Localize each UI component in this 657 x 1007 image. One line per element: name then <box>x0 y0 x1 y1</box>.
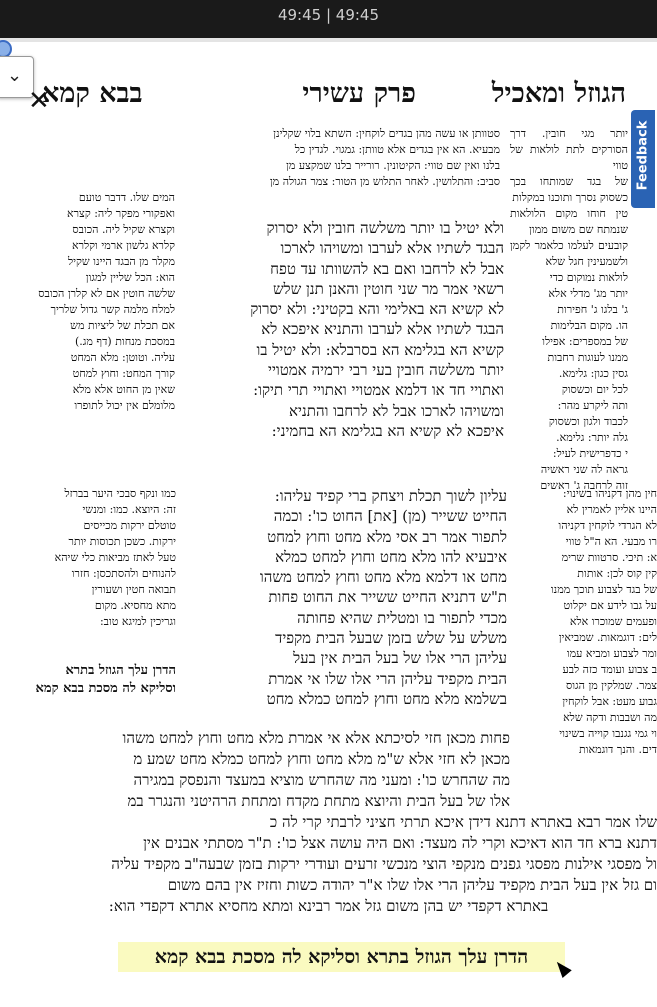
commentary-line: סטוותן או עשה מהן בגדים לוקחין: השתא בלוי שקלינן <box>273 127 500 140</box>
commentary-line: מה ושבבות ודקה שלא <box>563 711 657 724</box>
chapter-number: פרק עשירי <box>302 78 416 109</box>
commentary-line: ומר לצבוע ומביא עמו <box>566 647 657 660</box>
commentary-line: היינו אליין לאמרין לא <box>566 503 657 516</box>
commentary-line: כמו ונקף סבכי היער בברזל <box>64 487 176 500</box>
main-text-line: ולא יטיל בו יותר משלשה חובין ולא יסרוק <box>266 219 504 237</box>
hadran-line: הדרן עלך הגוזל בתרא <box>65 663 176 678</box>
main-text-line: ומשויהו לארכו אבל לא לרחבו והתניא <box>288 401 504 420</box>
commentary-line: י כדפרישית לעיל: <box>552 447 628 460</box>
commentary-line: גראה לה שני ראשיה <box>540 463 628 476</box>
commentary-line: צמר. שמלקין מן הגוס <box>565 679 657 692</box>
main-text-line: הבגד לשתיו אלא לערבו והתניא איפכא לא <box>261 320 504 339</box>
commentary-line: לכבוד ולגון וכשסוק <box>548 415 628 428</box>
commentary-line: קין קוס לכן: אותות <box>577 567 657 580</box>
commentary-line: להנוחים ולהסתכסן: חזרו <box>71 567 176 580</box>
commentary-line: מבעיא. הא אין בגדים אלא טוותן: גמגוי. לגדין כל <box>294 143 500 156</box>
main-text-line: מכדי לתפור בו ומטלית שהיא פחותה <box>297 608 507 627</box>
main-text-line: ול מפסגי אילנות מפסגי גפנים מנקפי הוצי מנכשי זרעים ועודרי ירקות בזמן שבעה"ב מקפיד עליה <box>111 855 657 873</box>
commentary-line: שאין מן החוט אלא מלא <box>72 383 175 396</box>
commentary-line: גלה יותר: גלימא. <box>556 431 628 444</box>
main-text-line: שלו אמר רבא באתרא דתנא דידן איכא תרתי חציני לרבתי קרי לה כ <box>269 813 657 831</box>
main-text-line: מה שהחרש כו': ומעני מה שהחרש מוציא במעצד והנפסק במגירה <box>133 771 510 789</box>
commentary-line: טין חוחו מקום הלולאות שנמתח שם משום ממון <box>510 207 628 236</box>
commentary-line: דים. והנך דוגמאות <box>578 743 657 756</box>
toolbar-divider <box>0 38 657 42</box>
hadran-line: וסליקא לה מסכת בבא קמא <box>35 681 176 696</box>
commentary-line: ירקות. כשכן תכוסות יותר <box>68 535 176 548</box>
main-text-line: קשיא הא בגלימא הא בסרבלא: ולא יטיל בו <box>256 340 504 359</box>
commentary-line: א: תיכי. סרטוות שרימ <box>561 551 657 564</box>
commentary-line: המים שלו. דדבר טועם <box>78 191 175 204</box>
main-text-line: איפכא לא קשיא הא בגלימא הא בחמיני: <box>271 421 504 440</box>
left-hadran <box>0 662 176 702</box>
commentary-line: למלח מלמה קשר גדול שלריך <box>50 303 175 316</box>
commentary-lower-block <box>0 190 175 414</box>
main-text-line: הבגד לשתיו אלא לערבו ומשויהו לארכו <box>280 239 504 258</box>
commentary-line: יותר מגי חובין. דרך הסורקים לתת לולאות של טווי <box>510 127 628 172</box>
commentary-line: של במספרים: אפילו <box>542 335 628 348</box>
commentary-line: של בגד לצבוע תוכך ממנו <box>550 583 657 596</box>
left-commentary-top <box>0 126 500 466</box>
commentary-line: קלרא גלשון ארמי וקלרא <box>72 239 175 252</box>
main-text-line: מחט או דלמא מלא מחט וחוץ למחט משהו <box>259 568 507 587</box>
commentary-line: על גבו לידע אם יקלוט <box>563 599 657 612</box>
left-commentary-mid <box>0 486 176 636</box>
main-text-line: לא קשיא הא באלימי והא בקטיני: ולא יסרוק <box>250 300 504 319</box>
commentary-line: בלנו ואין שם טווי: הקיטונין. רורייר בלנו שמקצע מן <box>286 159 500 172</box>
right-commentary-top <box>510 126 628 492</box>
time-display: 49:45 | 49:45 <box>277 6 380 24</box>
main-text-line: באתרא דקפדי יש בהן משום גזל אמר רבינא ומתא מחסיא אתרא דקפדי הוא: <box>108 897 549 915</box>
commentary-line: רו מבעי. הא ה"ל טווי <box>565 535 657 548</box>
commentary-line: אם תכלת של ליציות מש <box>70 319 175 332</box>
main-text-line: עליהן הרי אלו של בעל הבית אין בעל <box>293 649 507 668</box>
main-text-line: ום גזל אין בעל הבית מקפיד עליהן הרי אלו שלו א"ר יהודה כשות וחזיז אין בהם משום <box>167 876 657 894</box>
main-text-line: עליון לשוך תכלת ויצחק ברי קפיד עליהו: <box>274 487 507 505</box>
commentary-line: ג' בלגו ג' חפירות <box>557 303 628 316</box>
main-text-line: הבית מקפיד עליהן הרי אלו שלו אי אמרת <box>268 669 507 688</box>
main-text-line: לתפור אמר רב אסי מלא מחט וחוץ למחט <box>267 527 507 546</box>
commentary-line: יותר מג' מדלי אלא <box>548 287 628 300</box>
commentary-line: לכל יום וכשסוק <box>561 383 628 396</box>
status-bar <box>0 0 657 38</box>
commentary-line: במסכת מנחות (דף מג.) <box>74 335 175 348</box>
main-text-line: יותר משלשה חובין בעי רבי ירמיה אמטויי <box>268 361 504 380</box>
main-text-line: בשלמא מלא מחט וחוץ למחט כמלא מחט <box>266 689 507 708</box>
close-x-icon: ✕ <box>28 86 50 116</box>
commentary-line: זוה לרחבה ג' ראשים <box>540 479 628 492</box>
main-text-line: אבל לא לרחבו ואם בא להשוותו עד טפח <box>270 259 504 278</box>
commentary-line: של בגד שמותחו בכך כשסוק נסרך ותוכנו במקלות <box>510 175 628 204</box>
commentary-line: חין מהן דקניהו בשינוי: <box>562 487 657 500</box>
commentary-line: גבוע מעט: אבל לוקחין <box>562 695 657 708</box>
main-text-line: ת"ש דתניא החייט ששייר את החוט פחות <box>268 588 507 607</box>
commentary-line: ב צבוע ועומד כזה לבע <box>562 663 657 676</box>
commentary-line: גסין כגון: גלימא. <box>558 367 628 380</box>
feedback-label: Feedback <box>635 120 651 191</box>
main-text-line: איבעיא להו מלא מחט וחוץ למחט כמלא <box>275 547 507 566</box>
commentary-line: וקצרא שקיל ליה. הכובס <box>72 223 175 236</box>
main-text-mid <box>182 486 507 722</box>
commentary-line: טוטלם ירקות מכייסים <box>83 519 176 532</box>
commentary-line: הוא: הכל שליין למגון <box>85 271 175 284</box>
commentary-line: לים: דוגמאות. שמביאין <box>558 631 657 644</box>
commentary-line: קורך המחט: וחוץ למחט <box>72 367 175 380</box>
main-text-wide <box>0 728 657 928</box>
main-text-line: החייט ששייר (מן) [את] החוט כו': וכמה <box>273 507 507 526</box>
commentary-line: מתא מחסיא. מקום <box>94 599 176 612</box>
commentary-line: קובעים לעלמו כלאמר לקמן ולשמעינין חגל שלא <box>510 239 628 268</box>
main-text-line: משלש על שלש בזמן שבעל הבית מקפיד <box>275 629 507 648</box>
hadran-line-highlighted[interactable]: הדרן עלך הגוזל בתרא וסליקא לה מסכת בבא קמא <box>154 946 529 968</box>
main-text-line: ואתויי חד או דלמא אמטויי ואתויי תרי תיקו: <box>253 381 504 400</box>
chapter-name: הגוזל ומאכיל <box>491 78 626 109</box>
commentary-line: עליה. וטוטן: מלא המחט <box>70 351 175 364</box>
commentary-line: סביב: והתלושין. לאחר התלוש מן הטור: צמר הגולה מן <box>269 175 500 188</box>
commentary-line: הו. מקום הבלימות <box>550 319 628 332</box>
feedback-tab[interactable] <box>631 110 655 208</box>
commentary-line: טעל לאתז מביאות כלי שיהא <box>54 551 176 564</box>
commentary-line: ואפקורי מפקר ליה: קצרא <box>67 207 175 220</box>
commentary-line: ממנו לעוגות רחבות <box>547 351 628 364</box>
commentary-line: תבואה חטין ושעורין <box>91 583 176 596</box>
commentary-line: לא הגרדי לוקחין דקניהו <box>558 519 657 532</box>
main-text-line: אלו של בעל הבית והיוצא מתחת מקדח ומתחת הרהיטני והנגרר במ <box>127 792 510 810</box>
commentary-line: ותה ליקרע מהר: <box>557 399 628 412</box>
tractate-name: בבא קמא <box>42 78 143 109</box>
commentary-line: וי גמי גגנבו קוייה בשינוי <box>559 727 657 740</box>
main-text-line: רשאי אמר מר שני חוטין והאנן תנן שלש <box>272 279 504 298</box>
commentary-line: מקלר מן הבגד היינו שקיל <box>67 255 175 268</box>
commentary-line: זה: היוצא. כמו: ומנשי <box>82 503 176 516</box>
main-text-line: דתנא ברא חד הוא דאיכא וקרי לה מעצד: ואם היה עושה אצל כו': ת"ר מסתתי אבנים אין <box>143 834 657 852</box>
commentary-line: לולאות נמוקום כדי <box>549 271 628 284</box>
chevron-down-icon: ⌄ <box>7 65 23 86</box>
page-header <box>30 78 626 124</box>
commentary-line: מלומלם אין יכול לתופרו <box>74 399 175 412</box>
commentary-line: ופעמים שמוכרו אלא <box>569 615 657 628</box>
main-text-line: מכאן לא חזי אלא ש"מ מלא מחט וחוץ למחט כמלא מחט שמע מ <box>133 750 510 768</box>
commentary-line: וגריכין למיגא טוב: <box>99 615 176 628</box>
main-text-line: פחות מכאן חזי לסיכתא אלא אי אמרת מלא מחט וחוץ למחט משהו <box>122 729 510 747</box>
commentary-line: שלשה חוטין אם לא קלרן הכובס <box>38 287 175 300</box>
